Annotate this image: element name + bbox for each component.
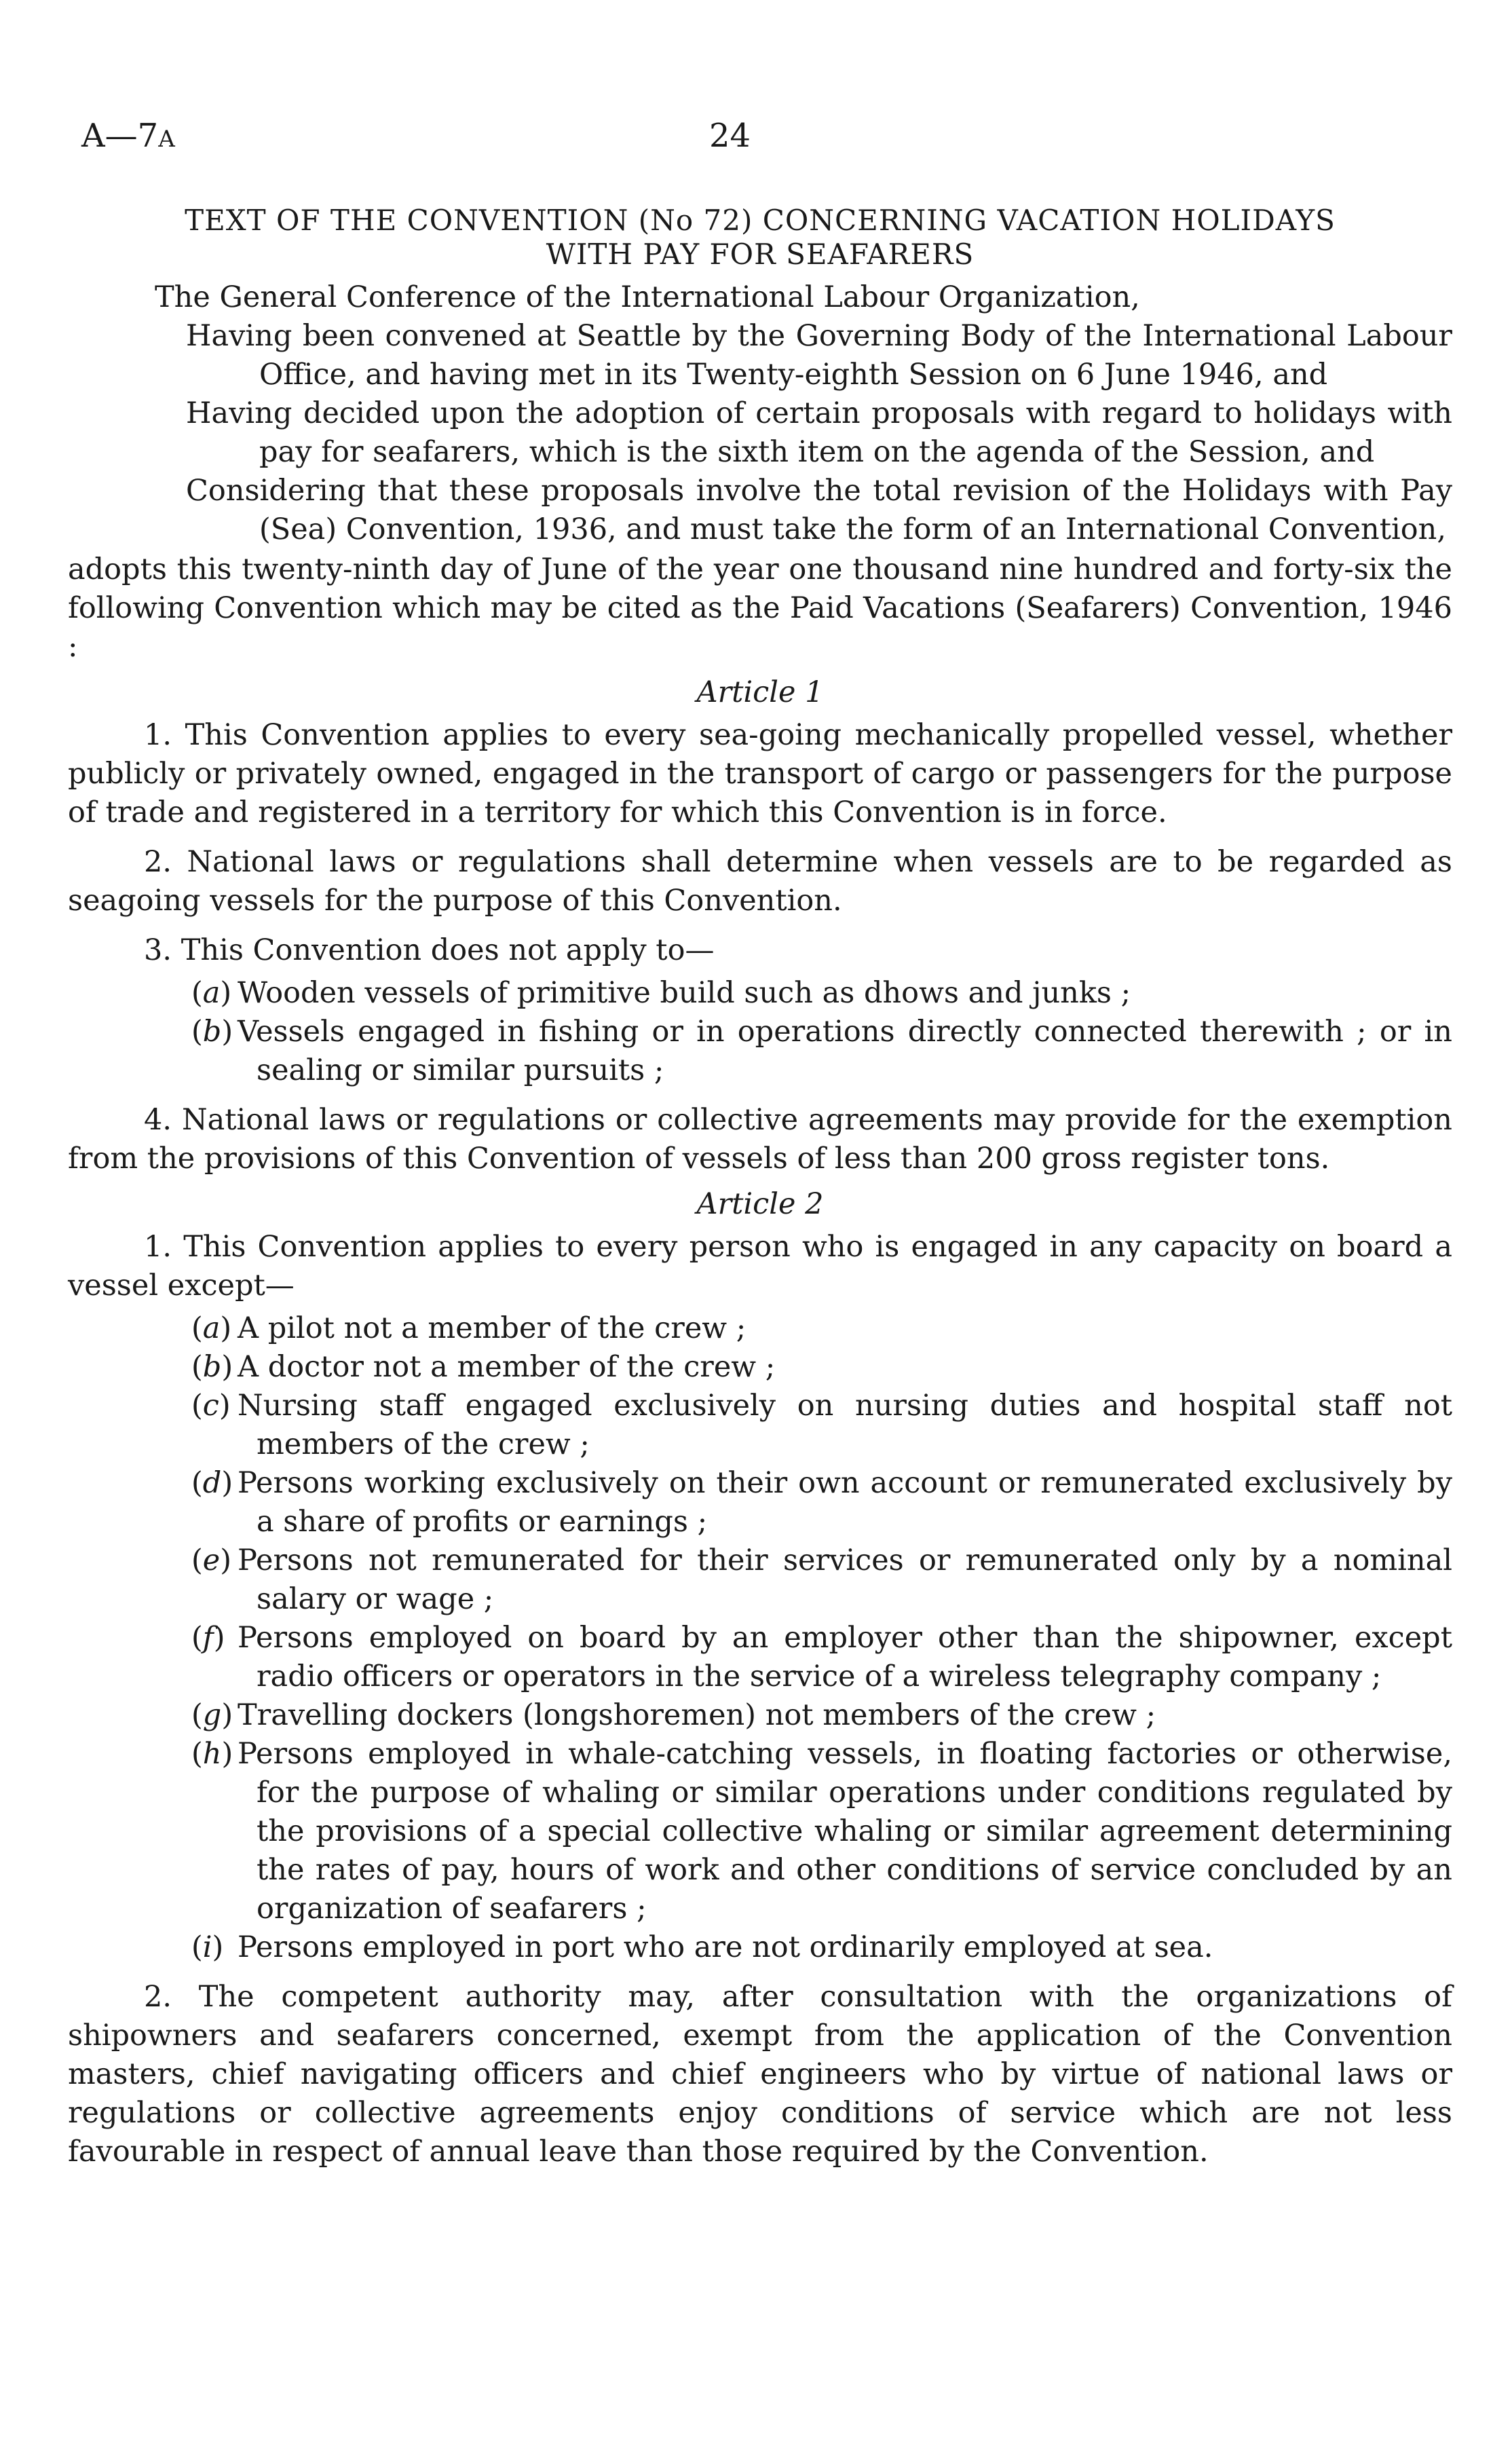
article-2-paragraph-2: 2. The competent authority may, after consultation with the organizations of shipowners and seafarers concerned, exempt from the application of the Convention masters, chief navigating officers and chief engineers who by virtue of national laws or regulations or collective agreements enjoy conditions of service which are not less favourable in respect of annual leave than those required by the Convention.	[68, 1980, 1452, 2169]
preamble-opening: The General Conference of the International Labour Organization,	[155, 280, 1140, 314]
article-1-paragraph-4: 4. National laws or regulations or collective agreements may provide for the exemption from the provisions of this Convention of vessels of less than 200 gross register tons.	[68, 1103, 1452, 1176]
article-2-heading: Article 2	[696, 1187, 824, 1221]
article-2-item-f: (f) Persons employed on board by an employer other than the shipowner, except radio officers or operators in the service of a wireless telegraphy company ;	[191, 1621, 1452, 1693]
article-1-heading: Article 1	[696, 675, 824, 709]
running-header	[0, 117, 1512, 164]
article-2-item-i: (i) Persons employed in port who are not ordinarily employed at sea.	[191, 1930, 1213, 1964]
article-1-item-b: (b) Vessels engaged in fishing or in operations directly connected therewith ; or in sealing or similar pursuits ;	[191, 1015, 1452, 1087]
page-number: 24	[709, 117, 751, 155]
document-reference: A—7A	[81, 117, 175, 155]
article-2-item-h: (h) Persons employed in whale-catching vessels, in floating factories or otherwise, for the purpose of whaling or similar operations under conditions regulated by the provisions of a special collective whaling or similar agreement determining the rates of pay, hours of work and other conditions of service concluded by an organization of seafarers ;	[191, 1737, 1452, 1926]
article-2-paragraph-1: 1. This Convention applies to every person who is engaged in any capacity on board a vessel except—	[68, 1230, 1452, 1303]
recital-decided: Having decided upon the adoption of certain proposals with regard to holidays with pay for seafarers, which is the sixth item on the agenda of the Session, and	[186, 396, 1452, 469]
title-line-2: WITH PAY FOR SEAFARERS	[546, 238, 975, 271]
article-2-item-e: (e) Persons not remunerated for their services or remunerated only by a nominal salary or wage ;	[191, 1543, 1452, 1616]
article-1-paragraph-1: 1. This Convention applies to every sea-going mechanically propelled vessel, whether publicly or privately owned, engaged in the transport of cargo or passengers for the purpose of trade and registered in a territory for which this Convention is in force.	[68, 718, 1452, 829]
recital-convened: Having been convened at Seattle by the Governing Body of the International Labour Office, and having met in its Twenty-eighth Session on 6 June 1946, and	[186, 319, 1452, 392]
recital-considering: Considering that these proposals involve the total revision of the Holidays with Pay (Sea) Convention, 1936, and must take the form of an International Convention,	[186, 474, 1452, 546]
title-line-1: TEXT OF THE CONVENTION (No 72) CONCERNING VACATION HOLIDAYS	[185, 204, 1336, 237]
article-1-paragraph-2: 2. National laws or regulations shall determine when vessels are to be regarded as seagoing vessels for the purpose of this Convention.	[68, 845, 1452, 918]
article-2-item-b: (b) A doctor not a member of the crew ;	[191, 1350, 776, 1384]
adopts-clause: adopts this twenty-ninth day of June of the year one thousand nine hundred and forty-six the following Convention which may be cited as the Paid Vacations (Seafarers) Convention, 1946 :	[68, 553, 1452, 664]
article-2-item-c: (c) Nursing staff engaged exclusively on nursing duties and hospital staff not members of the crew ;	[191, 1389, 1452, 1461]
convention-title	[68, 204, 1452, 271]
article-1-paragraph-3: 3. This Convention does not apply to—	[144, 933, 715, 967]
article-1-item-a: (a) Wooden vessels of primitive build such as dhows and junks ;	[191, 976, 1131, 1010]
article-2-item-a: (a) A pilot not a member of the crew ;	[191, 1311, 746, 1345]
article-2-item-g: (g) Travelling dockers (longshoremen) not members of the crew ;	[191, 1698, 1156, 1732]
article-2-item-d: (d) Persons working exclusively on their own account or remunerated exclusively by a share of profits or earnings ;	[191, 1466, 1452, 1539]
page-body	[68, 204, 1452, 2171]
